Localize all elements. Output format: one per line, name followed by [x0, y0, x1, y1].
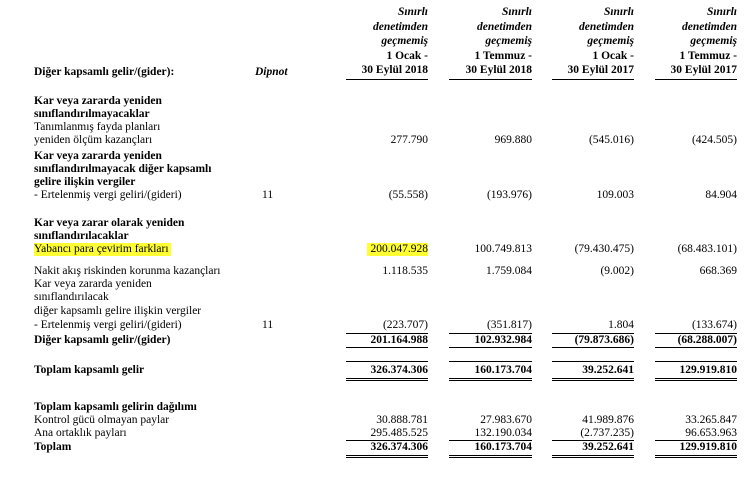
cell-value: 969.880 [494, 134, 532, 146]
header-underline [449, 79, 532, 80]
row-label: yeniden ölçüm kazançları [34, 134, 153, 146]
total-double-underline [552, 380, 634, 381]
cell-value: (545.016) [588, 134, 634, 146]
header-underline [346, 79, 428, 80]
cell-value: 84.904 [705, 189, 737, 201]
cell-value: 33.265.847 [685, 414, 737, 426]
row-label: Tanımlanmış fayda planları [34, 121, 161, 133]
total-value: 129.919.810 [679, 364, 737, 376]
column-header-3: Sınırlı denetimden geçmemiş 1 Ocak - 30 Eylül 2017 [567, 6, 634, 76]
section-heading: Kar veya zararda yeniden [34, 95, 162, 107]
section-heading: gelire ilişkin vergiler [34, 176, 136, 188]
subtotal-value: (79.873.686) [574, 334, 634, 346]
statement-title: Diğer kapsamlı gelir/(gider): [34, 66, 175, 78]
distribution-total-double-underline [449, 457, 532, 458]
cell-value: (193.976) [486, 189, 532, 201]
header-underline [552, 79, 634, 80]
total-underline [449, 378, 532, 379]
total-double-underline [346, 380, 428, 381]
cell-value: 295.485.525 [370, 427, 428, 439]
row-label: sınıflandırılacak [34, 291, 109, 303]
distribution-heading: Toplam kapsamlı gelirin dağılımı [34, 401, 197, 413]
cell-value: 668.369 [699, 265, 737, 277]
section-heading: sınıflandırılmayacaklar [34, 108, 150, 120]
total-rule [552, 361, 634, 362]
total-underline [655, 378, 737, 379]
column-header-1: Sınırlı denetimden geçmemiş 1 Ocak - 30 Eylül 2018 [361, 6, 428, 76]
cell-value: 96.653.963 [685, 427, 737, 439]
total-value: 39.252.641 [582, 364, 634, 376]
distribution-total-underline [449, 455, 532, 456]
subtotal-underline [449, 347, 532, 348]
cell-value: 100.749.813 [474, 243, 532, 255]
total-rule [449, 361, 532, 362]
row-label: Ana ortaklık payları [34, 427, 127, 439]
cell-value: 27.983.670 [480, 414, 532, 426]
column-header-4: Sınırlı denetimden geçmemiş 1 Temmuz - 30 Eylül 2017 [670, 6, 737, 76]
cell-value: (223.707) [382, 319, 428, 331]
total-double-underline [449, 380, 532, 381]
cell-value: 1.118.535 [382, 265, 428, 277]
row-label: Nakit akış riskinden korunma kazançları [34, 265, 221, 277]
section-heading: Kar veya zarar olarak yeniden [34, 217, 185, 229]
total-value: 160.173.704 [474, 364, 532, 376]
header-underline [655, 79, 737, 80]
cell-value: (424.505) [691, 134, 737, 146]
distribution-total-underline [346, 455, 428, 456]
section-heading: Kar veya zararda yeniden [34, 150, 162, 162]
column-header-2: Sınırlı denetimden geçmemiş 1 Temmuz - 30 Eylül 2018 [465, 6, 532, 76]
row-label: Kar veya zararda yeniden [34, 278, 152, 290]
row-label: diğer kapsamlı gelire ilişkin vergiler [34, 305, 202, 317]
subtotal-value: 102.932.984 [474, 334, 532, 346]
total-label: Toplam kapsamlı gelir [34, 364, 145, 376]
row-label-highlighted: Yabancı para çevirim farkları [34, 243, 169, 255]
distribution-total-value: 160.173.704 [474, 441, 532, 453]
distribution-total-value: 129.919.810 [679, 441, 737, 453]
row-label: Kontrol gücü olmayan paylar [34, 414, 170, 426]
total-underline [552, 378, 634, 379]
cell-value: 277.790 [390, 134, 428, 146]
cell-value: (68.483.101) [677, 243, 737, 255]
distribution-total-value: 39.252.641 [582, 441, 634, 453]
cell-value: 132.190.034 [474, 427, 532, 439]
subtotal-underline [552, 347, 634, 348]
subtotal-label: Diğer kapsamlı gelir/(gider) [34, 334, 171, 346]
cell-value-highlighted: 200.047.928 [367, 243, 429, 256]
subtotal-underline [346, 347, 428, 348]
total-underline [346, 378, 428, 379]
total-double-underline [655, 380, 737, 381]
distribution-total-underline [655, 455, 737, 456]
distribution-total-double-underline [655, 457, 737, 458]
section-heading: sınıflandırılacaklar [34, 230, 129, 242]
cell-value: (133.674) [691, 319, 737, 331]
distribution-total-underline [552, 455, 634, 456]
total-rule [346, 361, 428, 362]
cell-value: 109.003 [596, 189, 634, 201]
subtotal-value: (68.288.007) [677, 334, 737, 346]
cell-value: (351.817) [486, 319, 532, 331]
total-value: 326.374.306 [370, 364, 428, 376]
cell-value: (55.558) [388, 189, 428, 201]
row-label: - Ertelenmiş vergi geliri/(gideri) [34, 319, 182, 331]
cell-value: (9.002) [600, 265, 634, 277]
cell-value: 30.888.781 [376, 414, 428, 426]
subtotal-underline [655, 347, 737, 348]
distribution-total-value: 326.374.306 [370, 441, 428, 453]
distribution-total-label: Toplam [34, 441, 72, 453]
distribution-total-double-underline [552, 457, 634, 458]
section-heading: sınıflandırılmayacak diğer kapsamlı [34, 163, 212, 175]
cell-value: 1.759.084 [486, 265, 532, 277]
total-rule [655, 361, 737, 362]
dipnot-header: Dipnot [255, 66, 288, 78]
cell-value: (2.737.235) [580, 427, 634, 439]
row-label: - Ertelenmiş vergi geliri/(gideri) [34, 189, 182, 201]
cell-value: (79.430.475) [574, 243, 634, 255]
dipnot-value: 11 [262, 189, 274, 201]
dipnot-value: 11 [262, 319, 274, 331]
subtotal-value: 201.164.988 [370, 334, 428, 346]
cell-value: 1.804 [608, 319, 634, 331]
cell-value: 41.989.876 [582, 414, 634, 426]
distribution-total-double-underline [346, 457, 428, 458]
